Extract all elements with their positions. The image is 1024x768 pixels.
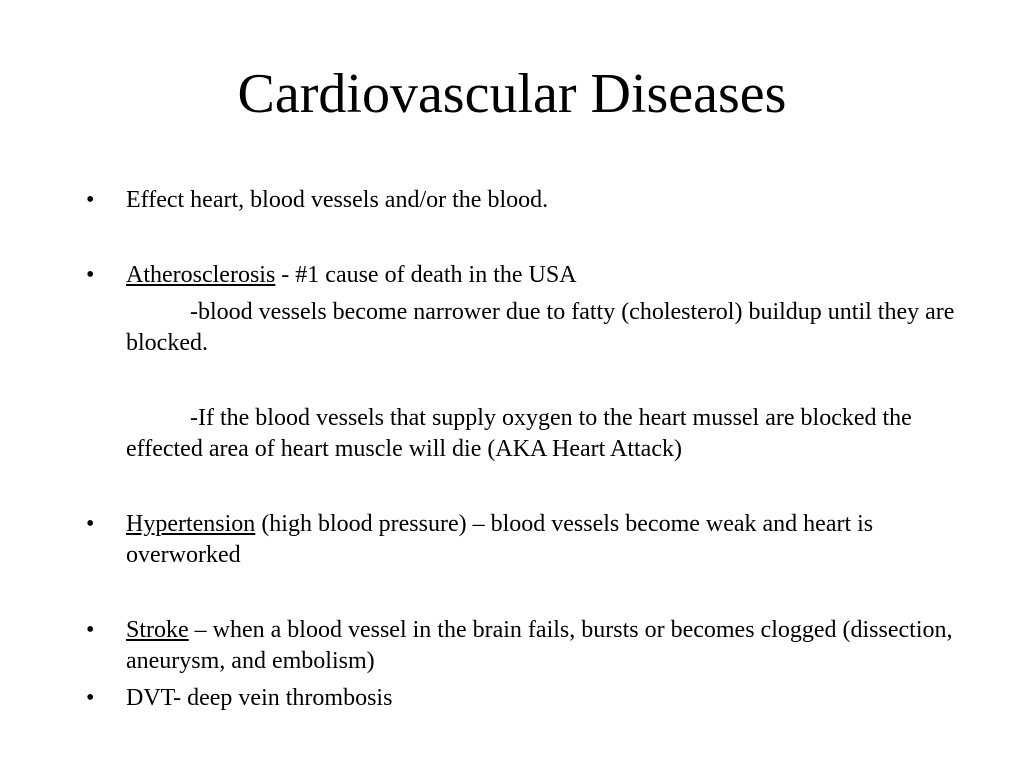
bullet-icon: •: [86, 617, 95, 643]
bullet-icon: •: [86, 262, 95, 288]
bullet-description: – when a blood vessel in the brain fails, bursts or becomes clogged (dissection, aneurysm, and embolism): [126, 617, 953, 674]
term-atherosclerosis: Atherosclerosis: [126, 262, 276, 288]
subpoint-text: -blood vessels become narrower due to fatty (cholesterol) buildup until they are blocked.: [126, 299, 955, 356]
bullet-text: [126, 615, 956, 677]
bullet-description: - #1 cause of death in the USA: [275, 262, 577, 288]
subpoint-text: -If the blood vessels that supply oxygen to the heart mussel are blocked the effected area of heart muscle will die (AKA Heart Attack): [126, 405, 912, 462]
term-stroke: Stroke: [126, 617, 189, 643]
bullet-icon: •: [86, 187, 95, 213]
bullet-icon: •: [86, 685, 95, 711]
bullet-text: DVT- deep vein thrombosis: [126, 685, 393, 711]
bullet-icon: •: [86, 511, 95, 537]
bullet-text: [126, 260, 956, 291]
bullet-text: [126, 509, 956, 571]
term-hypertension: Hypertension: [126, 511, 256, 537]
bullet-text: Effect heart, blood vessels and/or the blood.: [126, 187, 549, 213]
bullet-description: (high blood pressure) – blood vessels become weak and heart is overworked: [126, 511, 874, 568]
slide-title: Cardiovascular Diseases: [237, 63, 787, 125]
